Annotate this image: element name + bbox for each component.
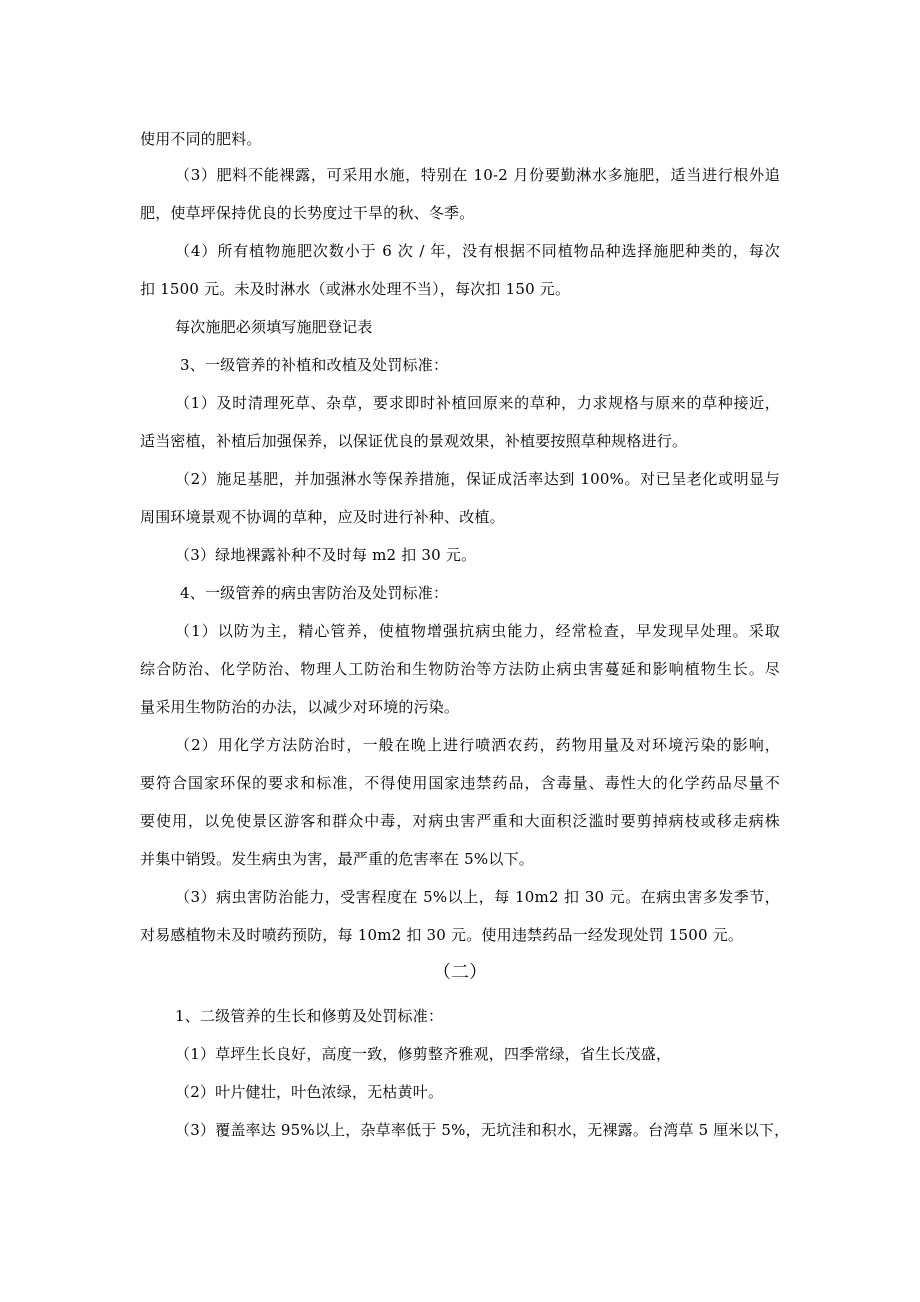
- paragraph-line: 要符合国家环保的要求和标准，不得使用国家违禁药品，含毒量、毒性大的化学药品尽量不: [140, 774, 780, 792]
- paragraph-line: （1）及时清理死草、杂草，要求即时补植回原来的草种，力求规格与原来的草种接近，: [175, 394, 780, 412]
- section-heading: 4、一级管养的病虫害防治及处罚标准：: [180, 584, 449, 602]
- paragraph-line: 肥，使草坪保持优良的长势度过干旱的秋、冬季。: [140, 204, 475, 222]
- paragraph-line: 使用不同的肥料。: [140, 130, 262, 148]
- paragraph-line: （2）施足基肥，并加强淋水等保养措施，保证成活率达到 100%。对已呈老化或明显与: [175, 470, 780, 488]
- paragraph-line: 扣 1500 元。未及时淋水（或淋水处理不当），每次扣 150 元。: [140, 280, 571, 298]
- paragraph-line: （1）草坪生长良好，高度一致，修剪整齐雅观，四季常绿，省生长茂盛，: [175, 1045, 672, 1063]
- paragraph-line: （2）叶片健壮，叶色浓绿，无枯黄叶。: [175, 1083, 444, 1101]
- section-heading: 1、二级管养的生长和修剪及处罚标准：: [175, 1007, 444, 1025]
- section-title: （二）: [433, 962, 487, 983]
- paragraph-line: （2）用化学方法防治时，一般在晚上进行喷洒农药，药物用量及对环境污染的影响，: [175, 736, 780, 754]
- paragraph-line: （3）绿地裸露补种不及时每 m2 扣 30 元。: [175, 546, 477, 564]
- paragraph-line: （4）所有植物施肥次数小于 6 次 / 年，没有根据不同植物品种选择施肥种类的，每次: [175, 242, 780, 260]
- paragraph-line: 适当密植，补植后加强保养，以保证优良的景观效果，补植要按照草种规格进行。: [140, 432, 688, 450]
- paragraph-line: 综合防治、化学防治、物理人工防治和生物防治等方法防止病虫害蔓延和影响植物生长。尽: [140, 660, 780, 678]
- paragraph-line: （1）以防为主，精心管养，使植物增强抗病虫能力，经常检查，早发现早处理。采取: [175, 622, 780, 640]
- paragraph-line: 要使用，以免使景区游客和群众中毒，对病虫害严重和大面积泛滥时要剪掉病枝或移走病株: [140, 812, 780, 830]
- paragraph-line: 量采用生物防治的办法，以减少对环境的污染。: [140, 698, 460, 716]
- paragraph-line: 并集中销毁。发生病虫为害，最严重的危害率在 5%以下。: [140, 850, 534, 868]
- paragraph-line: （3）肥料不能裸露，可采用水施，特别在 10-2 月份要勤淋水多施肥，适当进行根外追: [175, 166, 780, 184]
- paragraph-line: （3）病虫害防治能力，受害程度在 5%以上，每 10m2 扣 30 元。在病虫害多发季节，: [175, 888, 780, 906]
- paragraph-line: 每次施肥必须填写施肥登记表: [175, 318, 373, 336]
- section-heading: 3、一级管养的补植和改植及处罚标准：: [180, 356, 449, 374]
- paragraph-line: 周围环境景观不协调的草种，应及时进行补种、改植。: [140, 508, 505, 526]
- paragraph-line: 对易感植物未及时喷药预防，每 10m2 扣 30 元。使用违禁药品一经发现处罚 1500 元。: [140, 926, 744, 944]
- paragraph-line: （3）覆盖率达 95%以上，杂草率低于 5%，无坑洼和积水，无裸露。台湾草 5 厘米以下，: [175, 1121, 790, 1139]
